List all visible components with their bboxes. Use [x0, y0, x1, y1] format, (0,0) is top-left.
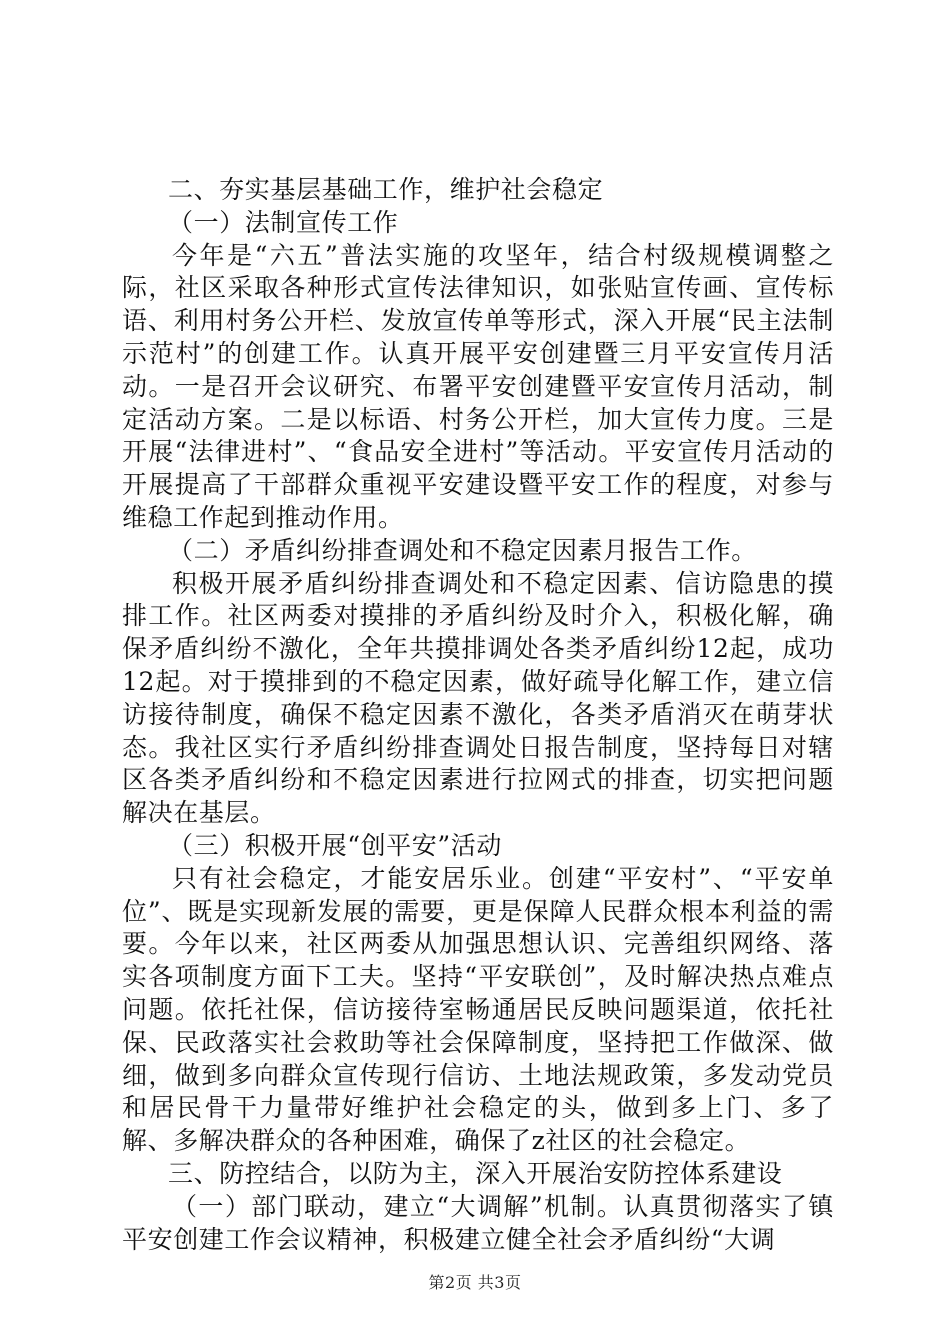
subsection-heading-safe-campaign: （三）积极开展“创平安”活动 — [168, 830, 502, 860]
document-body — [122, 174, 834, 1256]
paragraph-legal-publicity: 今年是“六五”普法实施的攻坚年，结合村级规模调整之际，社区采取各种形式宣传法律知识，如张贴宣传画、宣传标语、利用村务公开栏、发放宣传单等形式，深入开展“民主法制示范村”的创建工作。认真开展平安创建暨三月平安宣传月活动。一是召开会议研究、布署平安创建暨平安宣传月活动，制定活动方案。二是以标语、村务公开栏，加大宣传力度。三是开展“法律进村”、“食品安全进村”等活动。平安宣传月活动的开展提高了干部群众重视平安建设暨平安工作的程度，对参与维稳工作起到推动作用。 — [122, 240, 834, 532]
section-heading-2: 二、夯实基层基础工作，维护社会稳定 — [168, 175, 604, 204]
paragraph-dispute-resolution: 积极开展矛盾纠纷排查调处和不稳定因素、信访隐患的摸排工作。社区两委对摸排的矛盾纠纷及时介入，积极化解，确保矛盾纠纷不激化，全年共摸排调处各类矛盾纠纷12起，成功12起。对于摸排到的不稳定因素，做好疏导化解工作，建立信访接待制度，确保不稳定因素不激化，各类矛盾消灭在萌芽状态。我社区实行矛盾纠纷排查调处日报告制度，坚持每日对辖区各类矛盾纠纷和不稳定因素进行拉网式的排查，切实把问题解决在基层。 — [122, 568, 834, 828]
subsection-heading-dispute-resolution: （二）矛盾纠纷排查调处和不稳定因素月报告工作。 — [168, 535, 757, 565]
subsection-heading-legal-publicity: （一）法制宣传工作 — [168, 207, 399, 237]
paragraph-department-linkage: （一）部门联动，建立“大调解”机制。认真贯彻落实了镇平安创建工作会议精神，积极建立健全社会矛盾纠纷“大调 — [122, 1191, 834, 1254]
paragraph-safe-campaign: 只有社会稳定，才能安居乐业。创建“平安村”、“平安单位”、既是实现新发展的需要，更是保障人民群众根本利益的需要。今年以来，社区两委从加强思想认识、完善组织网络、落实各项制度方面下工夫。坚持“平安联创”，及时解决热点难点问题。依托社保，信访接待室畅通居民反映问题渠道，依托社保、民政落实社会救助等社会保障制度，坚持把工作做深、做细，做到多向群众宣传现行信访、土地法规政策，多发动党员和居民骨干力量带好维护社会稳定的头，做到多上门、多了解、多解决群众的各种困难，确保了z社区的社会稳定。 — [122, 863, 834, 1156]
page-number-footer: 第2页 共3页 — [428, 1273, 522, 1292]
section-heading-3: 三、防控结合，以防为主，深入开展治安防控体系建设 — [168, 1158, 783, 1188]
